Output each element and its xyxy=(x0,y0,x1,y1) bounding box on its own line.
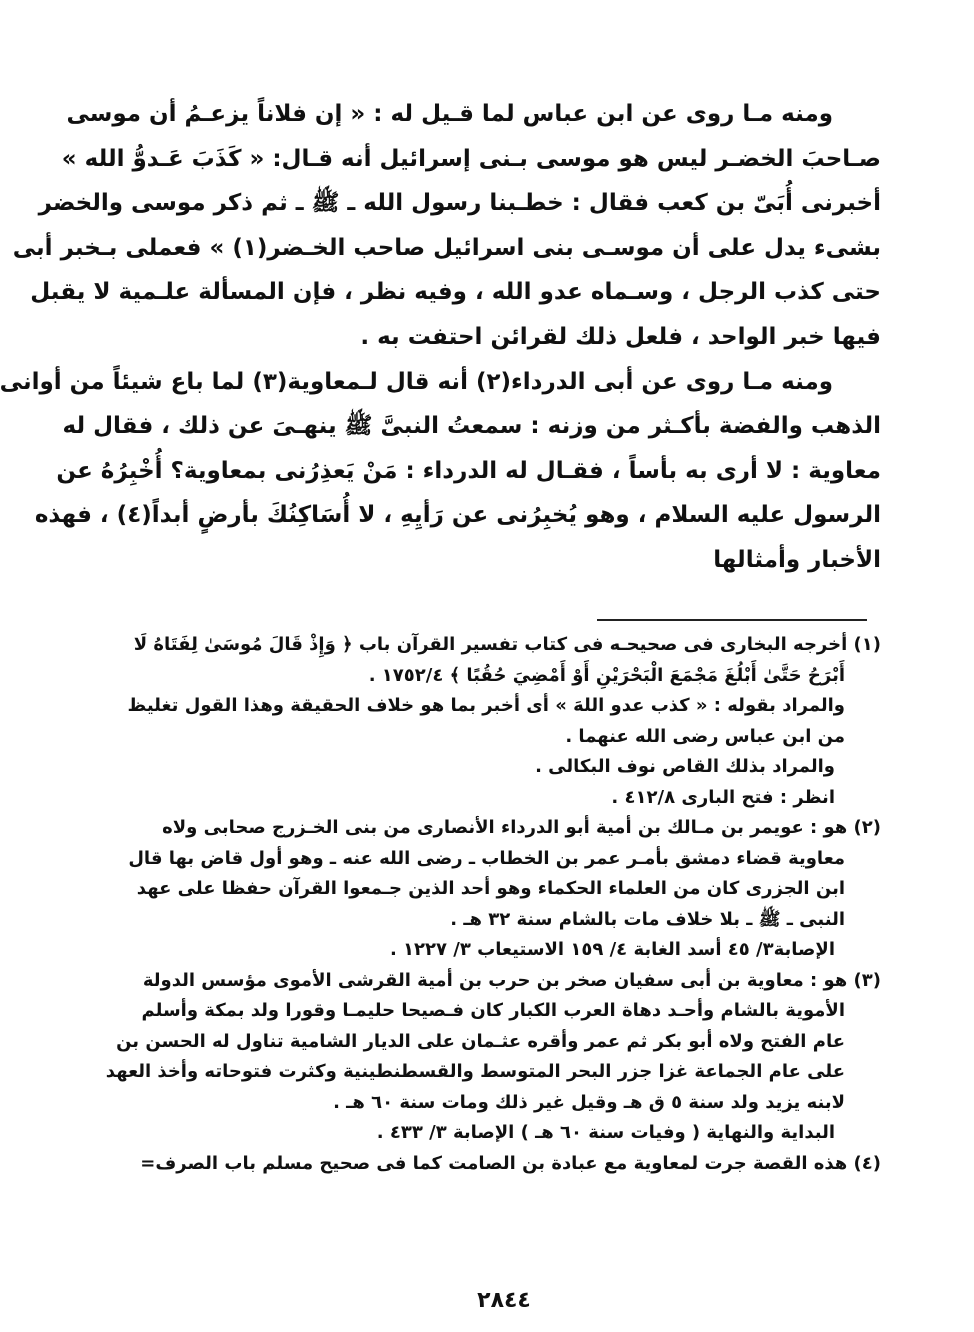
footnote-reference: انظر : فتح البارى ٤١٢/٨ . xyxy=(611,786,835,808)
footnote-line: عام الفتح ولاه أبو بكر ثم عمر وأقره عثـمان على الديار الشامية تناول له الحسن بن xyxy=(116,1030,845,1052)
footnote-line: (٢) هو : عويمر بن مـالك بن أمية أبو الدرداء الأنصارى من بنى الخـزرج صحابى ولاه xyxy=(162,817,881,838)
text-line: الرسول عليه السلام ، وهو يُخبِرُنى عن رَأيِهِ ، لا أُسَاكِنُكَ بأرضٍ أبداً(٤) ، فهذه xyxy=(34,502,881,529)
footnote-line: النبى ـ ﷺ ـ بلا خلاف مات بالشام سنة ٣٢ هـ . xyxy=(450,908,845,930)
text-line: بشىء يدل على أن موسـى بنى اسرائيل صاحب الخـضر(١) » فعملى بـخبر أبى xyxy=(12,234,881,261)
footnote-2 xyxy=(129,813,881,966)
text-line: حتى كذب الرجل ، وسـماه عدو الله ، وفيه نظر ، فإن المسألة علـمية لا يقبل xyxy=(30,279,881,306)
footnote-4 xyxy=(129,1149,881,1180)
footnotes-section xyxy=(105,630,881,1179)
footnote-reference: البداية والنهاية ( وفيات سنة ٦٠ هـ ) الإصابة ٣/ ٤٣٣ . xyxy=(376,1122,835,1143)
footnote-line: ابن الجزرى كان من العلماء الحكماء وهو أحد الذين جـمعوا القرآن حفظا على عهد xyxy=(136,878,845,899)
main-paragraph-2 xyxy=(0,360,881,583)
footnote-line: (٣) هو : معاوية بن أبى سفيان صخر بن حرب بن أمية القرشى الأموى مؤسس الدولة xyxy=(142,969,881,991)
footnote-line: الأموية بالشام وأحـد دهاة العرب الكبار كان فـصيحا حليمـا وقورا ولد بمكة وأسلم xyxy=(141,1000,845,1021)
footnote-separator xyxy=(597,619,867,621)
footnote-reference: الإصابة٣/ ٤٥ أسد الغابة ٤/ ١٥٩ الاستيعاب ٣/ ١٢٢٧ . xyxy=(389,939,835,960)
text-line: صـاحبَ الخضـر ليس هو موسى بـنى إسرائيل أنه قـال: « كَذَبَ عَـدوُّ الله » xyxy=(61,145,881,172)
page-number: ٢٨٤٤ xyxy=(477,1288,531,1313)
footnote-1 xyxy=(129,630,881,813)
text-line: الذهب والفضة بأكـثر من وزنه : سمعتُ النبىَّ ﷺ ينهـىَ عن ذلك ، فقال له xyxy=(62,413,881,440)
text-line: معاوية : لا أرى به بأساً ، فقـال له الدرداء : مَنْ يَعذِرُنى بمعاوية؟ أُخْبِرُهُ عن xyxy=(56,457,881,484)
text-line: فيها خبر الواحد ، فلعل ذلك لقرائن احتفت به . xyxy=(360,323,881,350)
footnote-line: (٤) هذه القصة جرت لمعاوية مع عبادة بن الصامت كما فى صحيح مسلم باب الصرف= xyxy=(140,1152,881,1174)
footnote-line: والمراد بذلك القاص نوف البكالى . xyxy=(535,756,835,777)
footnote-line: أَبْرَحُ حَتَّىٰ أَبْلُغَ مَجْمَعَ الْبَحْرَيْنِ أَوْ أَمْضِيَ حُقُبًا ﴾ ١٧٥٢/٤ . xyxy=(368,664,845,686)
footnote-3 xyxy=(105,966,881,1149)
text-line: الأخبار وأمثالها xyxy=(713,546,881,573)
footnote-line: لابنه يزيد ولد سنة ٥ ق هـ وقيل غير ذلك ومات سنة ٦٠ هـ . xyxy=(333,1091,845,1113)
footnote-line: من ابن عباس رضى الله عنهما . xyxy=(565,725,845,747)
main-paragraph-1 xyxy=(12,92,881,360)
footnote-line: (١) أخرجه البخارى فى صحيحـه فى كتاب تفسير القرآن باب ﴿ وَإِذْ قَالَ مُوسَىٰ لِفَتَاهُ لَا xyxy=(133,634,881,655)
footnote-line: على عام الجماعة غزا جزر البحر المتوسط والقسطنطينية وكثرت فتوحاته وأخذ العهد xyxy=(105,1061,845,1082)
text-line: ومنه مـا روى عن ابن عباس لما قـيل له : « إن فلاناً يزعـمُ أن موسى xyxy=(66,101,833,127)
main-body-text xyxy=(0,92,881,583)
text-line: ومنه مـا روى عن أبى الدرداء(٢) أنه قال لـمعاوية(٣) لما باع شيئاً من أوانى xyxy=(0,368,833,395)
footnote-line: والمراد بقوله : « كذب عدو اللهَ » أى أخبر بما هو خلاف الحقيقة وهذا القول تغليظ xyxy=(127,695,845,716)
text-line: أخبرنى أُبَىّ بن كعب فقال : خطـبنا رسول الله ـ ﷺ ـ ثم ذكر موسى والخضر xyxy=(38,190,881,217)
footnote-line: معاوية قضاء دمشق بأمـر عمر بن الخطاب ـ رضى الله عنه ـ وهو أول قاض بها قال xyxy=(128,847,845,869)
